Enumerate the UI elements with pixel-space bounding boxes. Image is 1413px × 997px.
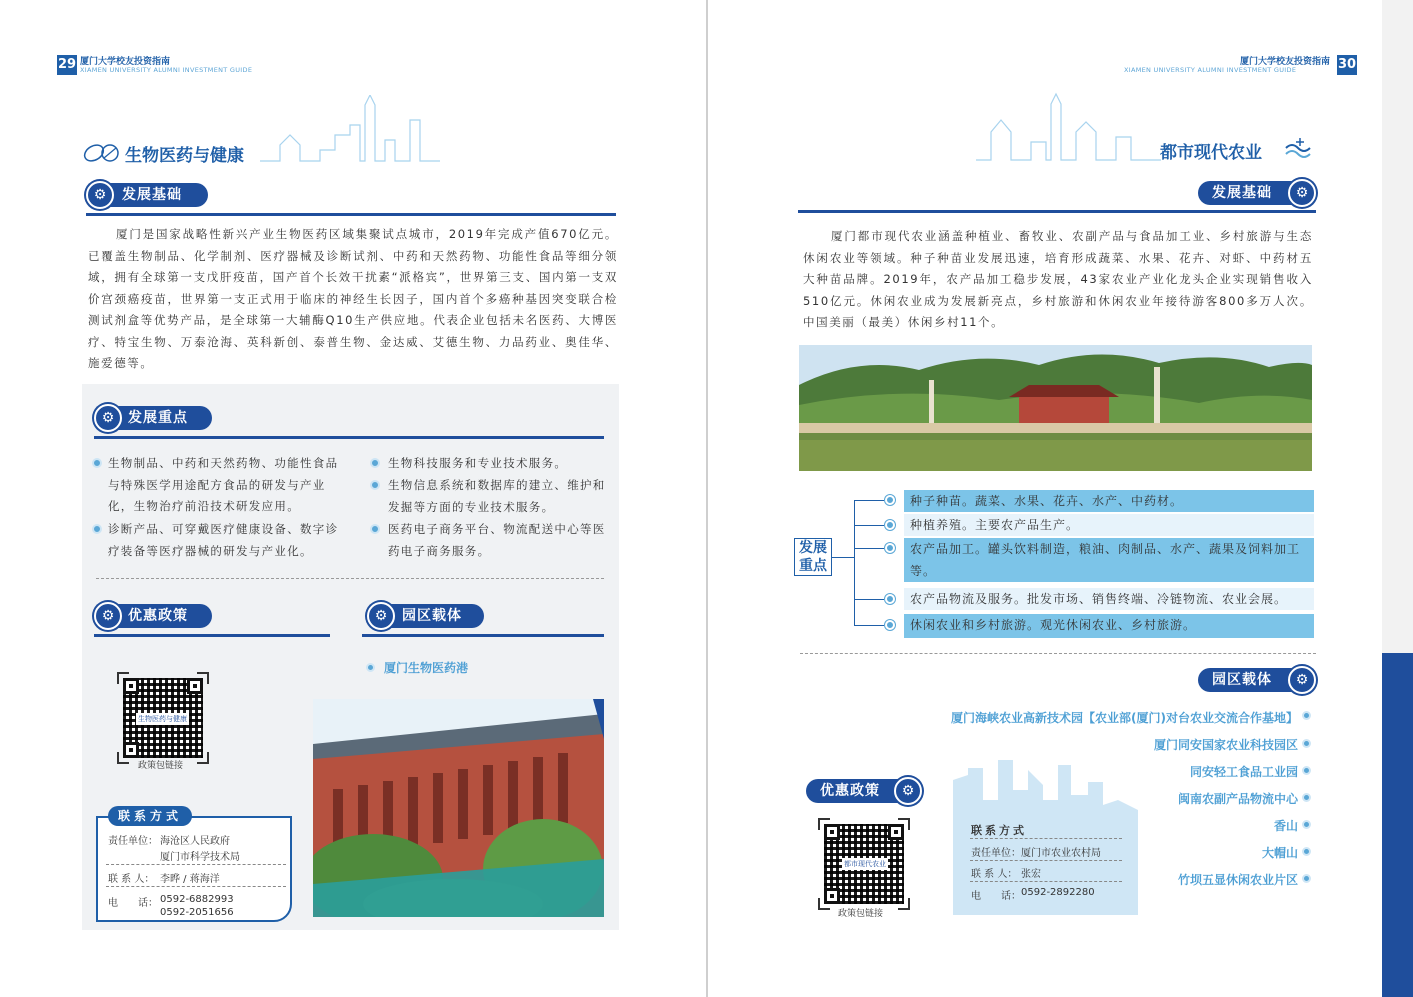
bullet-icon (1302, 847, 1311, 856)
contact-phone: 0592-2892280 (1021, 887, 1095, 898)
qr-finder (824, 824, 840, 840)
park-label: 园区载体 (380, 604, 484, 628)
page-number: 29 (57, 55, 77, 75)
policy-label: 优惠政策 (106, 604, 212, 628)
contact-person: 张宏 (1021, 869, 1041, 880)
policy-label: 优惠政策 (806, 779, 916, 803)
contact-title: 联系方式 (108, 806, 192, 826)
focus-item: 生物科技服务和专业技术服务。 (388, 456, 568, 470)
qr-finder (123, 678, 139, 694)
focus-label: 发展重点 (794, 538, 832, 576)
qr-center-label: 生物医药与健康 (138, 715, 187, 723)
qr-caption: 政策包链接 (138, 761, 184, 771)
focus-item: 种植养殖。主要农产品生产。 (904, 514, 1314, 536)
focus-label: 发展重点 (106, 406, 212, 430)
park-gear-icon: ⚙ (1288, 666, 1316, 694)
basis-paragraph: 厦门都市现代农业涵盖种植业、畜牧业、农副产品与食品加工业、乡村旅游与生态休闲农业等领域。种子种苗业发展迅速，培育形成蔬菜、水果、花卉、对虾、中药材五大种苗品牌。2019年，农产品加工稳步发展，43家农业产业化龙头企业实现销售收入510亿元。休闲农业成为发展新亮点，乡村旅游和休闲农业年接待游客800多万人次。中国美丽（最美）休闲乡村11个。 (803, 229, 1313, 329)
qr-finder (187, 678, 203, 694)
park-item[interactable]: 大帽山 (1261, 846, 1298, 860)
policy-gear-icon: ⚙ (94, 602, 122, 630)
basis-label: 发展基础 (1198, 181, 1310, 205)
bullet-icon (1302, 874, 1311, 883)
contact-phone-label: 电 话： (971, 891, 1021, 902)
divider (96, 578, 604, 579)
focus-item: 种子种苗。蔬菜、水果、花卉、水产、中药材。 (904, 490, 1314, 512)
waves-farm-icon (1284, 134, 1316, 160)
page-number: 30 (1337, 55, 1357, 75)
pill-capsule-icon (82, 142, 122, 164)
basis-paragraph: 厦门是国家战略性新兴产业生物医药区域集聚试点城市，2019年完成产值670亿元。已覆盖生物制品、化学制剂、医疗器械及诊断试剂、中药和天然药物、功能性食品等细分领域，拥有全球第一支戊肝疫苗，国产首个长效干扰素“派格宾”，世界第三支、国内第一支双价宫颈癌疫苗，世界第一支正式用于临床的神经生长因子，国内首个多癌种基因突变联合检测试剂盒等优势产品，是全球第一大辅酶Q10生产供应地。代表企业包括未名医药、大博医疗、特宝生物、万泰沧海、英科新创、泰普生物、金达威、艾德生物、力品药业、奥佳华、施爱德等。 (88, 227, 618, 370)
right-page (708, 0, 1413, 997)
bullet-icon (885, 620, 895, 630)
contact-phone: 0592-6882993 (160, 894, 234, 905)
header-subtitle: XIAMEN UNIVERSITY ALUMNI INVESTMENT GUIDE (1124, 66, 1297, 74)
park-item[interactable]: 厦门生物医药港 (384, 661, 469, 675)
contact-phone-label: 电 话： (108, 898, 158, 909)
contact-unit: 海沧区人民政府 (160, 836, 230, 847)
focus-gear-icon: ⚙ (94, 404, 122, 432)
park-item[interactable]: 厦门海峡农业高新技术园【农业部(厦门)对台农业交流合作基地】 (951, 711, 1298, 725)
park-item[interactable]: 同安轻工食品工业园 (1189, 765, 1298, 779)
park-item[interactable]: 竹坝五显休闲农业片区 (1177, 873, 1298, 887)
focus-item: 生物制品、中药和天然药物、功能性食品与特殊医学用途配方食品的研发与产业化，生物治疗前沿技术研发应用。 (108, 456, 339, 513)
policy-rule (94, 634, 330, 637)
focus-item: 医药电子商务平台、物流配送中心等医药电子商务服务。 (388, 522, 606, 558)
bullet-icon (885, 594, 895, 604)
focus-item: 休闲农业和乡村旅游。观光休闲农业、乡村旅游。 (904, 614, 1314, 638)
bullet-icon (1302, 739, 1311, 748)
park-rule (362, 634, 604, 637)
bullet-icon (885, 495, 895, 505)
basis-rule (86, 213, 616, 216)
bullet-icon (370, 480, 380, 490)
focus-item: 生物信息系统和数据库的建立、维护和发掘等方面的专业技术服务。 (388, 478, 606, 514)
park-item[interactable]: 厦门同安国家农业科技园区 (1153, 738, 1298, 752)
focus-item: 农产品加工。罐头饮料制造，粮油、肉制品、水产、蔬果及饲料加工等。 (904, 538, 1314, 582)
header-title: 厦门大学校友投资指南 (1240, 57, 1331, 67)
policy-gear-icon: ⚙ (894, 777, 922, 805)
temple-landscape-photo (799, 345, 1312, 471)
contact-person-label: 联 系 人： (971, 869, 1018, 880)
park-label: 园区载体 (1198, 668, 1308, 692)
focus-item: 农产品物流及服务。批发市场、销售终端、冷链物流、农业会展。 (904, 588, 1314, 610)
bullet-icon (1302, 766, 1311, 775)
qr-caption: 政策包链接 (838, 909, 884, 919)
left-page (0, 0, 706, 997)
bullet-icon (885, 543, 895, 553)
bullet-icon (1302, 820, 1311, 829)
park-item[interactable]: 闽南农副产品物流中心 (1177, 792, 1298, 806)
header-title: 厦门大学校友投资指南 (80, 57, 171, 67)
bullet-icon (370, 458, 380, 468)
park-item[interactable]: 香山 (1273, 819, 1298, 833)
header-subtitle: XIAMEN UNIVERSITY ALUMNI INVESTMENT GUIDE (80, 66, 253, 74)
basis-rule (798, 210, 1316, 213)
contact-unit: 厦门市科学技术局 (160, 852, 240, 863)
section-title: 生物医药与健康 (125, 146, 244, 166)
focus-rule (94, 436, 604, 439)
building-photo (313, 699, 604, 917)
basis-gear-icon: ⚙ (86, 181, 114, 209)
park-gear-icon: ⚙ (367, 602, 395, 630)
skyline-decoration (976, 92, 1166, 162)
bullet-icon (92, 458, 102, 468)
bullet-icon (370, 524, 380, 534)
contact-person: 李晔 / 蒋海洋 (160, 874, 220, 885)
bullet-icon (1302, 711, 1311, 720)
skyline-decoration (260, 95, 450, 165)
bullet-icon (92, 524, 102, 534)
contact-unit-label: 责任单位： (971, 848, 1021, 859)
basis-label: 发展基础 (98, 183, 208, 207)
contact-title: 联系方式 (971, 824, 1027, 837)
section-title: 都市现代农业 (1160, 143, 1262, 163)
divider (800, 653, 1316, 654)
focus-item: 诊断产品、可穿戴医疗健康设备、数字诊疗装备等医疗器械的研发与产业化。 (108, 522, 339, 558)
contact-phone: 0592-2051656 (160, 907, 234, 918)
bullet-icon (1302, 793, 1311, 802)
bullet-icon (885, 520, 895, 530)
contact-unit: 厦门市农业农村局 (1021, 848, 1101, 859)
qr-center-label: 都市现代农业 (844, 860, 886, 868)
bullet-icon (366, 663, 375, 672)
contact-person-label: 联 系 人： (108, 874, 155, 885)
basis-gear-icon: ⚙ (1288, 179, 1316, 207)
qr-finder (888, 824, 904, 840)
qr-finder (824, 888, 840, 904)
qr-finder (123, 742, 139, 758)
contact-unit-label: 责任单位： (108, 836, 158, 847)
